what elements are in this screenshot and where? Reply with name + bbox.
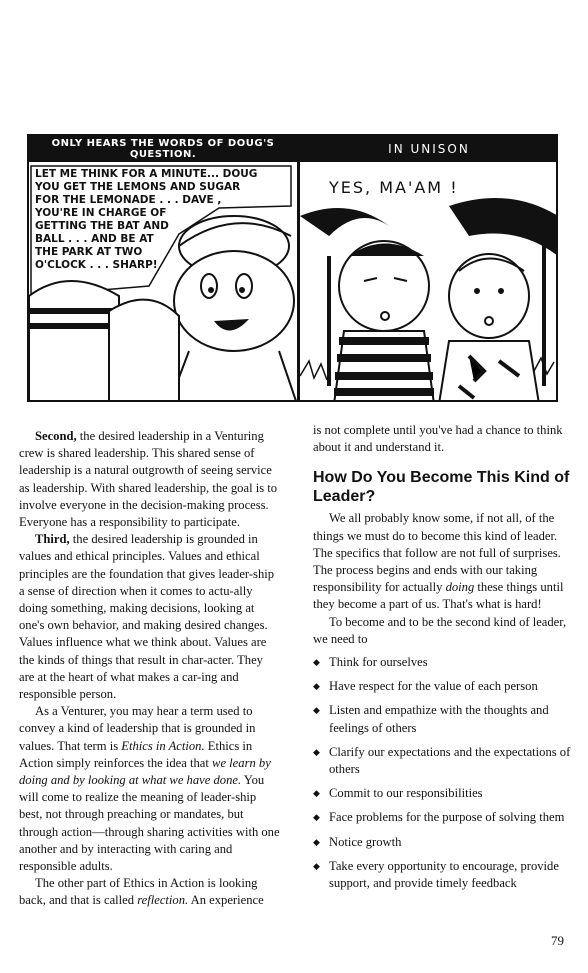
paragraph-text: these things until they become a part of us. That's what is hard! (313, 580, 564, 612)
paragraph-lead-in: To become and to be the second kind of leader, we need to (313, 614, 567, 646)
lead-word: Third, (35, 532, 70, 547)
paragraph-intro (313, 510, 571, 613)
right-panel-caption: IN UNISON (300, 136, 558, 162)
balloon-line: GETTING THE BAT AND (35, 220, 169, 232)
left-text-column (19, 428, 281, 910)
balloon-line: O'CLOCK . . . SHARP! (35, 259, 158, 271)
panel-divider (297, 136, 300, 400)
lead-word: Second, (35, 429, 77, 443)
emphasis-text: we learn by doing and by looking at what we have done. (19, 755, 271, 788)
paragraph-text: We all probably know some, if not all, of the things we must do to become this kind of leader. The specifics that follow are not full of surprises. The process begins and ends with our taking responsibility for actually (313, 511, 561, 595)
paragraph-second (19, 428, 281, 531)
emphasis-text: doing (445, 580, 475, 595)
balloon-line: LET ME THINK FOR A MINUTE... DOUG (35, 168, 258, 180)
list-item: ◆ Notice growth (313, 834, 571, 851)
bullet-list (313, 654, 571, 892)
right-speech-balloon: YES, MA'AM ! (329, 178, 459, 197)
list-item: ◆ Listen and empathize with the thoughts and feelings of others (313, 702, 571, 736)
left-speech-balloon (35, 168, 285, 272)
emphasis-text: reflection. (137, 893, 189, 908)
paragraph-text: Ethics in Action simply reinforces the idea that (19, 738, 253, 770)
balloon-line: YOU GET THE LEMONS AND SUGAR (35, 181, 241, 193)
paragraph-continuation: is not complete until you've had a chance to think about it and understand it. (313, 423, 563, 455)
comic-strip (27, 134, 558, 402)
emphasis-text: Ethics in Action. (121, 738, 205, 753)
page-number: 79 (551, 933, 564, 948)
paragraph-reflection (19, 875, 281, 909)
balloon-line: BALL . . . AND BE AT (35, 233, 154, 245)
right-text-column (313, 422, 571, 899)
list-item: ◆ Have respect for the value of each person (313, 678, 571, 695)
paragraph-text: The other part of Ethics in Action is looking back, and that is called (19, 876, 258, 908)
list-item: ◆ Take every opportunity to encourage, provide support, and provide timely feedback (313, 858, 571, 892)
paragraph-ethics-in-action (19, 703, 281, 875)
list-item: ◆ Commit to our responsibilities (313, 785, 571, 802)
balloon-line: THE PARK AT TWO (35, 246, 143, 258)
paragraph-text: the desired leadership is grounded in values and ethical principles. Values and ethical principles are the foundation that gives leader-ship a sense of direction when it comes to actu-ally doing something, making decisions, looking at one's own behavior, and making desired changes. Values influence what we think about. Values are the kinds of things that result in char-acter. They are at the heart of what makes a car-ing and responsible person. (19, 532, 275, 702)
left-panel-caption: ONLY HEARS THE WORDS OF DOUG'S QUESTION. (29, 136, 297, 162)
balloon-line: FOR THE LEMONADE . . . DAVE , (35, 194, 222, 206)
paragraph-third (19, 531, 281, 703)
paragraph-text: the desired leadership in a Venturing crew is shared leadership. This shared sense of leadership is a natural outgrowth of seeing service as leadership. With shared leadership, the goal is to involve everyone in the decision-making process. Everyone has a responsibility to participate. (19, 429, 278, 530)
section-heading: How Do You Become This Kind of Leader? (313, 469, 570, 506)
paragraph-text: You will come to realize the meaning of leader-ship best, not through preaching or mandates, but through action—through sharing activities with one another and by interacting with caring and responsible adults. (19, 773, 280, 874)
paragraph-text: As a Venturer, you may hear a term used to convey a kind of leadership that is grounded in values. That term is (19, 704, 256, 753)
list-item: ◆ Face problems for the purpose of solving them (313, 809, 571, 826)
list-item: ◆ Clarify our expectations and the expectations of others (313, 744, 571, 778)
balloon-line: YOU'RE IN CHARGE OF (35, 207, 167, 219)
list-item: ◆ Think for ourselves (313, 654, 571, 671)
paragraph-text: An experience (188, 893, 264, 908)
